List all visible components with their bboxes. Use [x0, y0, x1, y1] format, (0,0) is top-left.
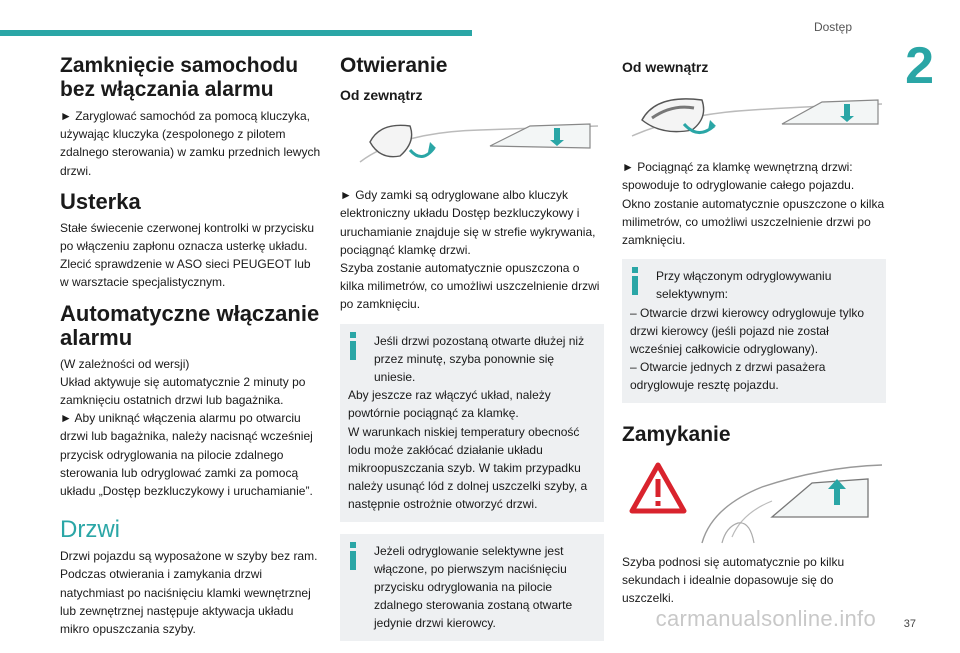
paragraph: Zlecić sprawdzenie w ASO sieci PEUGEOT lub w warsztacie specjalistycznym.: [60, 257, 311, 290]
info-note: [340, 534, 604, 641]
paragraph: ► Zaryglować samochód za pomocą kluczyka, używając kluczyka (zespolonego z pilotem zdalnego sterowania) w zamku przednich lewych drzwi.: [60, 109, 321, 178]
heading-auto-alarm: Automatyczne włączanie alarmu: [60, 300, 320, 350]
note-text: Przy włączonym odryglowywaniu selektywnym:: [656, 269, 832, 302]
info-icon: [628, 267, 642, 295]
info-note: [622, 259, 886, 402]
top-accent-bar: [0, 30, 472, 36]
note-text: Aby jeszcze raz włączyć układ, należy powtórnie pociągnąć za klamkę.: [348, 388, 551, 421]
heading-lock-without-alarm: Zamknięcie samochodu bez włączania alarmu: [60, 54, 299, 101]
closing-illustration-row: [622, 457, 886, 545]
paragraph: Szyba podnosi się automatycznie po kilku sekundach i idealnie dopasowuje się do uszczelki.: [622, 554, 845, 606]
heading-from-inside: Od wewnątrz: [622, 59, 709, 75]
heading-from-outside: Od zewnątrz: [340, 87, 423, 103]
paragraph: (W zależności od wersji): [60, 356, 190, 371]
paragraph: Okno zostanie automatycznie opuszczone o kilka milimetrów, co umożliwi uszczelnienie drzwi po zamknięciu.: [622, 196, 885, 248]
watermark: carmanualsonline.info: [655, 606, 876, 631]
door-handle-outside-illustration: [340, 112, 604, 176]
paragraph: ► Gdy zamki są odryglowane albo kluczyk elektroniczny układu Dostęp bezkluczykowy i uruchamianie znajduje się w strefie wykrywania, pociągnąć klamkę drzwi.: [340, 188, 596, 257]
note-text: – Otwarcie jednych z drzwi pasażera odryglowuje resztę pojazdu.: [630, 360, 826, 393]
info-icon: [346, 542, 360, 570]
info-note: [340, 324, 604, 522]
note-text: – Otwarcie drzwi kierowcy odryglowuje tylko drzwi kierowcy (jeśli pojazd nie został wcześniej całkowicie odryglowany).: [630, 305, 865, 357]
paragraph: Stałe świecenie czerwonej kontrolki w przycisku po włączeniu zapłonu oznacza usterkę układu.: [60, 220, 315, 254]
paragraph: Układ aktywuje się automatycznie 2 minuty po zamknięciu ostatnich drzwi lub bagażnika.: [60, 374, 306, 408]
heading-closing: Zamykanie: [622, 422, 731, 446]
section-title: Dostęp: [813, 20, 852, 34]
heading-doors: Drzwi: [60, 516, 120, 544]
paragraph: ► Pociągnąć za klamkę wewnętrzną drzwi: spowoduje to odryglowanie całego pojazdu.: [622, 160, 855, 193]
paragraph: ► Aby uniknąć włączenia alarmu po otwarciu drzwi lub bagażnika, należy nacisnąć wcześniej przycisk odryglowania na pilocie zdalnego sterowania lub odryglować zamki za pomocą układu „Dostęp bezkluczykowy i uruchamianie”.: [60, 411, 313, 499]
column-3: [622, 54, 886, 617]
door-handle-inside-illustration: [622, 84, 886, 148]
column-1: [60, 54, 322, 648]
note-text: Jeśli drzwi pozostaną otwarte dłużej niż przez minutę, szyba ponownie się uniesie.: [374, 333, 585, 385]
heading-opening: Otwieranie: [340, 54, 448, 77]
note-text: W warunkach niskiej temperatury obecność lodu może zakłócać działanie układu mikroopuszczania szyb. W takim przypadku należy usunąć lód z dolnej uszczelki szyby, a następnie ostrożnie otworzyć drzwi.: [348, 424, 588, 512]
chapter-number: 2: [905, 37, 934, 95]
note-text: Jeżeli odryglowanie selektywne jest włączone, po pierwszym naciśnięciu przycisku odryglowania na pilocie zdalnego sterowania zostaną otwarte jedynie drzwi kierowcy.: [374, 543, 573, 631]
page-number: 37: [903, 618, 916, 630]
column-2: [340, 54, 604, 653]
warning-icon: [632, 465, 684, 511]
info-icon: [346, 332, 360, 360]
paragraph: Drzwi pojazdu są wyposażone w szyby bez ram. Podczas otwierania i zamykania drzwi natychmiast po naciśnięciu klamki wewnętrznej lub zewnętrznej następuje aktywacja układu mikro opuszczania szyby.: [60, 549, 318, 637]
heading-fault: Usterka: [60, 188, 141, 214]
paragraph: Szyba zostanie automatycznie opuszczona o kilka milimetrów, co umożliwi uszczelnienie drzwi po zamknięciu.: [340, 261, 600, 312]
car-window-closing-illustration: [702, 465, 882, 543]
